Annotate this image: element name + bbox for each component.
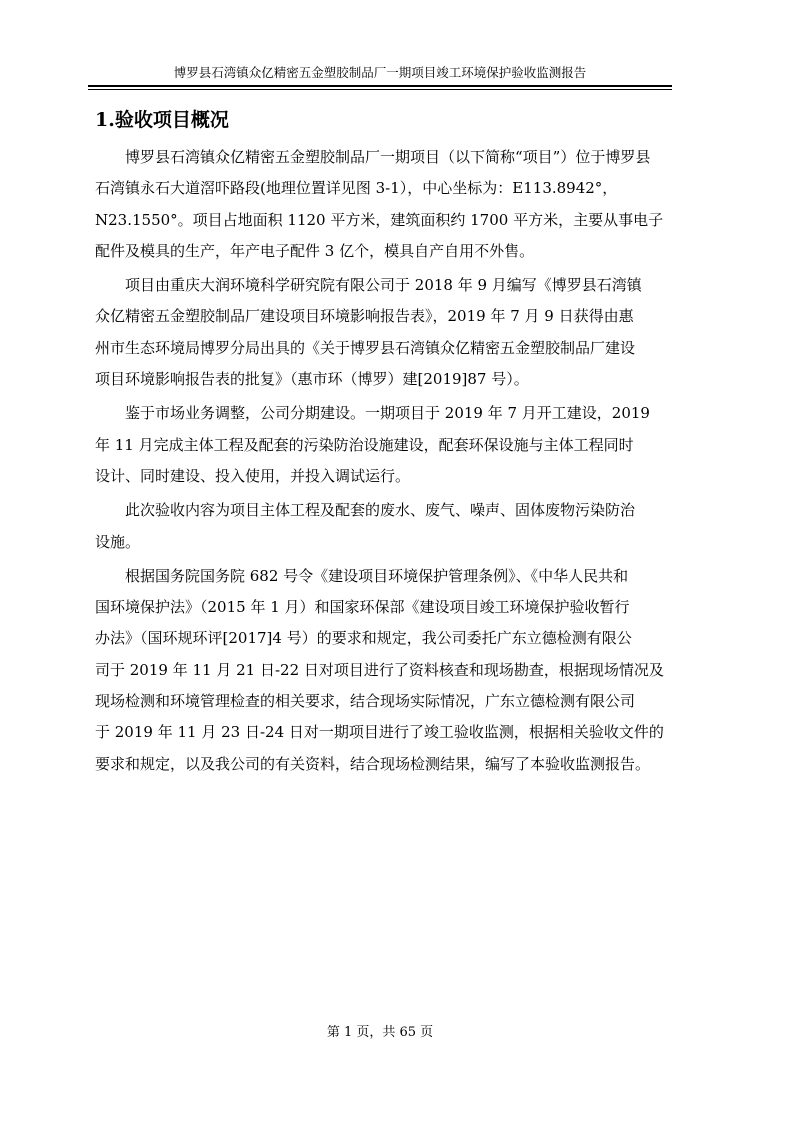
paragraph-line: 博罗县石湾镇众亿精密五金塑胶制品厂一期项目（以下简称“项目”）位于博罗县: [125, 148, 651, 166]
paragraph-line: 办法》（国环规环评[2017]4 号）的要求和规定，我公司委托广东立德检测有限公: [95, 629, 632, 648]
paragraph-line: 设施。: [95, 532, 141, 551]
paragraph-line: 项目由重庆大润环境科学研究院有限公司于 2018 年 9 月编写《博罗县石湾镇: [125, 276, 642, 295]
paragraph-line: 现场检测和环境管理检查的相关要求，结合现场实际情况，广东立德检测有限公司: [95, 692, 636, 711]
paragraph-line: 石湾镇永石大道滘吓路段(地理位置详见图 3-1），中心坐标为：E113.8942°，: [95, 179, 618, 198]
header-rule-thin: [88, 89, 672, 90]
paragraph-line: 项目环境影响报告表的批复》（惠市环（博罗）建[2019]87 号）。: [95, 370, 529, 389]
page-number: 第 1 页，共 65 页: [326, 1025, 434, 1040]
paragraph-line: 于 2019 年 11 月 23 日-24 日对一期项目进行了竣工验收监测，根据相关验收文件的: [95, 723, 664, 742]
paragraph-line: 要求和规定，以及我公司的有关资料，结合现场检测结果，编写了本验收监测报告。: [95, 754, 651, 773]
page-header-title: 博罗县石湾镇众亿精密五金塑胶制品厂一期项目竣工环境保护验收监测报告: [173, 65, 587, 80]
paragraph-location: [95, 142, 679, 267]
section-title: 1.验收项目概况: [95, 109, 229, 131]
paragraph-line: 年 11 月完成主体工程及配套的污染防治设施建设，配套环保设施与主体工程同时: [95, 435, 634, 454]
paragraph-line: N23.1550°。项目占地面积 1120 平方米，建筑面积约 1700 平方米，主要从事电子: [95, 210, 664, 229]
paragraph-regulatory-basis: [95, 561, 679, 780]
paragraph-line: 州市生态环境局博罗分局出具的《关于博罗县石湾镇众亿精密五金塑胶制品厂建设: [95, 338, 636, 357]
paragraph-line: 此次验收内容为项目主体工程及配套的废水、废气、噪声、固体废物污染防治: [125, 501, 636, 520]
paragraph-line: 鉴于市场业务调整，公司分期建设。一期项目于 2019 年 7 月开工建设，2019: [125, 404, 650, 423]
paragraph-eia-approval: [95, 270, 679, 395]
body-text: [95, 142, 679, 783]
paragraph-line: 根据国务院国务院 682 号令《建设项目环境保护管理条例》、《中华人民共和: [125, 566, 629, 585]
paragraph-line: 司于 2019 年 11 月 21 日-22 日对项目进行了资料核查和现场勘查，根据现场情况及: [95, 660, 664, 679]
paragraph-line: 设计、同时建设、投入使用，并投入调试运行。: [95, 466, 411, 485]
paragraph-construction: [95, 398, 679, 492]
paragraph-acceptance-scope: [95, 495, 679, 558]
paragraph-line: 国环境保护法》（2015 年 1 月）和国家环保部《建设项目竣工环境保护验收暂行: [95, 598, 630, 617]
paragraph-line: 众亿精密五金塑胶制品厂建设项目环境影响报告表》，2019 年 7 月 9 日获得由惠: [95, 307, 634, 326]
header-rule-thick: [88, 85, 672, 87]
paragraph-line: 配件及模具的生产，年产电子配件 3 亿个，模具自产自用不外售。: [95, 241, 535, 260]
